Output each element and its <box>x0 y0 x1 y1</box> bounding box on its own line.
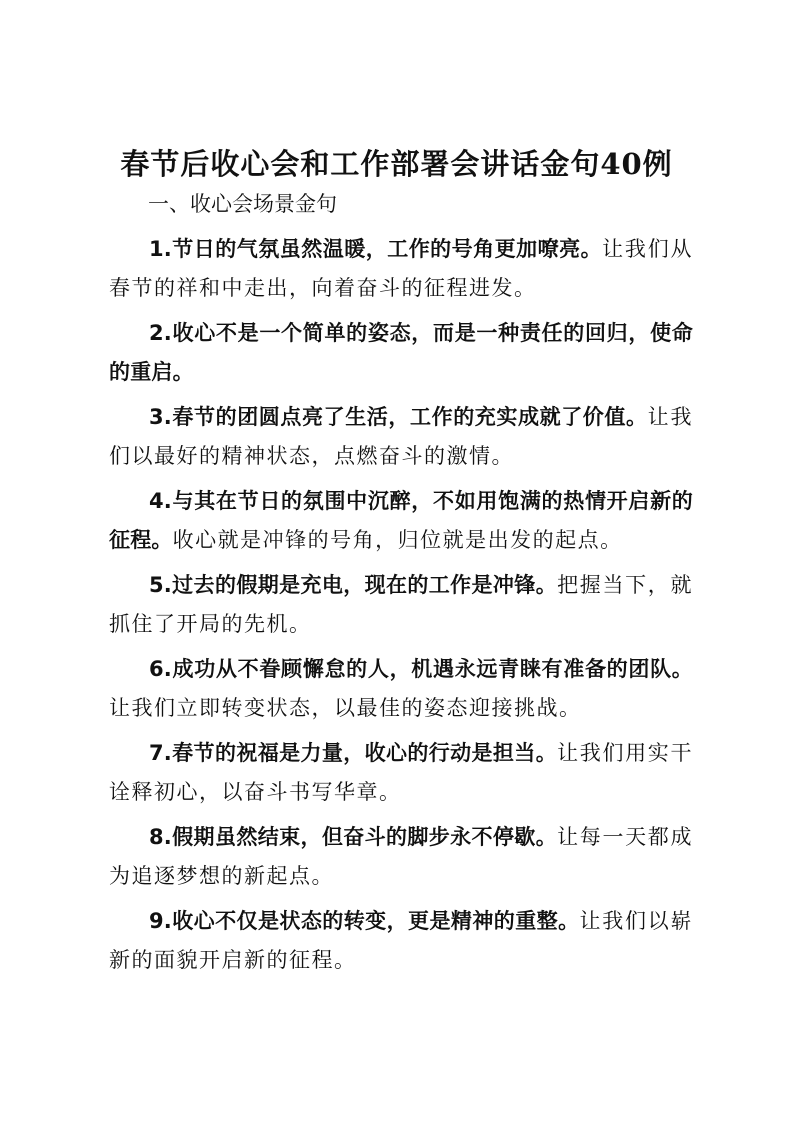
quote-item <box>109 566 693 644</box>
quote-tail: 让我们立即转变状态，以最佳的姿态迎接挑战。 <box>109 696 582 720</box>
quote-item <box>109 818 693 896</box>
quote-lead: 4.与其在节日的氛围中沉醉，不如用饱满的热情开启新的征程。 <box>109 489 693 552</box>
section-heading: 一、收心会场景金句 <box>148 192 337 216</box>
quote-lead: 7.春节的祝福是力量，收心的行动是担当。 <box>149 741 558 765</box>
quote-item <box>109 902 693 980</box>
document-title: 春节后收心会和工作部署会讲话金句40例 <box>120 147 673 181</box>
quote-item <box>109 398 693 476</box>
quote-tail: 让我们从春节的祥和中走出，向着奋斗的征程进发。 <box>109 237 693 300</box>
quote-item <box>109 314 693 392</box>
quote-tail: 让我们以崭新的面貌开启新的征程。 <box>109 909 693 972</box>
quote-tail: 让我们以最好的精神状态，点燃奋斗的激情。 <box>109 405 694 468</box>
quote-item <box>109 230 693 308</box>
quote-lead: 1.节日的气氛虽然温暖，工作的号角更加嘹亮。 <box>149 237 603 261</box>
quote-tail: 收心就是冲锋的号角，归位就是出发的起点。 <box>172 528 623 552</box>
quote-item <box>109 482 693 560</box>
quote-tail: 让我们用实干诠释初心，以奋斗书写华章。 <box>109 741 693 804</box>
quote-lead: 3.春节的团圆点亮了生活，工作的充实成就了价值。 <box>149 405 648 429</box>
quote-lead: 8.假期虽然结束，但奋斗的脚步永不停歇。 <box>149 825 558 849</box>
quote-item <box>109 650 693 728</box>
quote-lead: 9.收心不仅是状态的转变，更是精神的重整。 <box>149 909 580 933</box>
quote-item <box>109 734 693 812</box>
quote-lead: 5.过去的假期是充电，现在的工作是冲锋。 <box>149 573 558 597</box>
quote-list <box>109 230 693 986</box>
quote-tail: 让每一天都成为追逐梦想的新起点。 <box>109 825 693 888</box>
quote-lead: 6.成功从不眷顾懈怠的人，机遇永远青睐有准备的团队。 <box>149 657 693 681</box>
quote-tail: 把握当下，就抓住了开局的先机。 <box>109 573 693 636</box>
quote-lead: 2.收心不是一个简单的姿态，而是一种责任的回归，使命的重启。 <box>109 321 693 384</box>
